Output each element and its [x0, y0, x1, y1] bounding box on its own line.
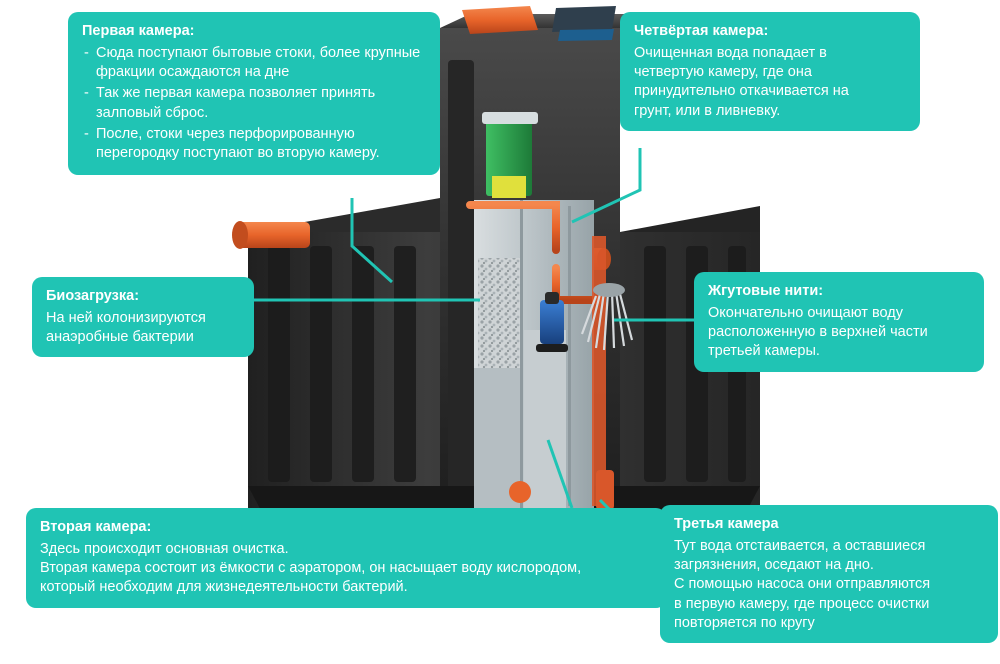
callout-title: Третья камера [674, 516, 779, 532]
callout-title: Четвёртая камера: [634, 23, 769, 39]
callout-line: грунт, или в ливневку. [634, 102, 781, 119]
callout-line: На ней колонизируются [46, 310, 206, 327]
green-bioload-module [482, 112, 538, 198]
list-item: - Сюда поступают бытовые стоки, более крупные фракции осаждаются на дне [82, 44, 426, 82]
callout-line: повторяется по кругу [674, 614, 815, 631]
bioload-gravel [478, 258, 520, 368]
callout-title: Биозагрузка: [46, 288, 140, 304]
callout-line: принудительно откачивается на [634, 83, 849, 100]
callout-thread-filter [694, 272, 984, 372]
callout-line: анаэробные бактерии [46, 329, 194, 346]
callout-line: четвертую камеру, где она [634, 64, 812, 81]
callout-line: Здесь происходит основная очистка. [40, 541, 289, 558]
callout-title: Первая камера: [82, 23, 195, 39]
callout-line: расположенную в верхней части [708, 324, 928, 341]
callout-third-chamber [660, 505, 998, 643]
callout-line: Тут вода отстаивается, а оставшиеся [674, 538, 926, 555]
callout-title: Жгутовые нити: [708, 283, 824, 299]
callout-line: С помощью насоса они отправляются [674, 576, 931, 593]
callout-line: который необходим для жизнедеятельности бактерий. [40, 579, 408, 596]
callout-line: в первую камеру, где процесс очистки [674, 595, 930, 612]
callout-bioload [32, 277, 254, 357]
callout-line: Окончательно очищают воду [708, 305, 903, 322]
callout-list [82, 44, 426, 163]
list-item: - Так же первая камера позволяет принять залповый сброс. [82, 84, 426, 122]
callout-fourth-chamber [620, 12, 920, 131]
callout-title: Вторая камера: [40, 519, 152, 535]
inlet-pipe [232, 221, 310, 249]
callout-first-chamber [68, 12, 440, 175]
callout-line: третьей камеры. [708, 343, 820, 360]
float-ball [509, 481, 531, 503]
callout-line: загрязнения, оседают на дно. [674, 557, 874, 574]
callout-second-chamber [26, 508, 666, 608]
callout-line: Вторая камера состоит из ёмкости с аэратором, он насыщает воду кислородом, [40, 560, 582, 577]
callout-line: Очищенная вода попадает в [634, 45, 827, 62]
list-item: - После, стоки через перфорированную перегородку поступают во вторую камеру. [82, 125, 426, 163]
